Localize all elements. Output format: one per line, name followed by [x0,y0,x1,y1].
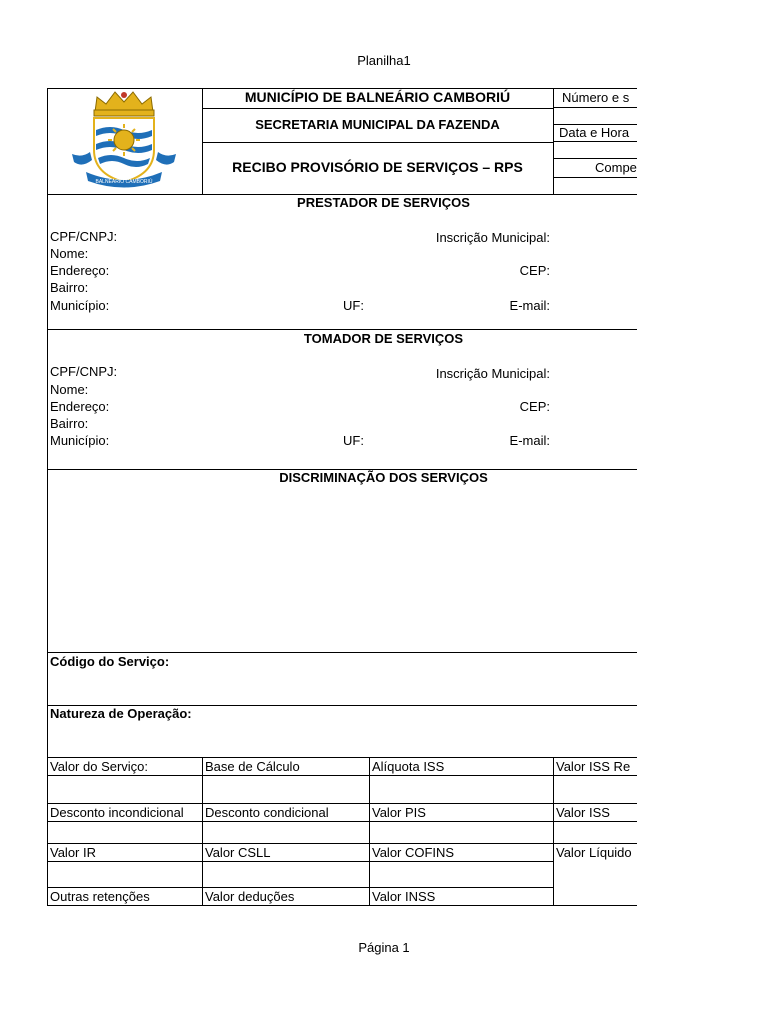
cofins-value-label: Valor COFINS [372,845,455,860]
taker-cep-label: CEP: [519,399,550,414]
provider-name-label: Nome: [50,246,89,261]
provider-neighborhood-label: Bairro: [50,280,89,295]
ir-value-label: Valor IR [50,845,96,860]
service-code-label: Código do Serviço: [50,654,170,669]
services-section-title: DISCRIMINAÇÃO DOS SERVIÇOS [279,470,488,485]
pis-value-label: Valor PIS [372,805,426,820]
municipality-title: MUNICÍPIO DE BALNEÁRIO CAMBORIÚ [244,89,511,105]
provider-uf-label: UF: [343,298,364,313]
document-title: RECIBO PROVISÓRIO DE SERVIÇOS – RPS [232,159,523,175]
page-header: Planilha1 [357,53,411,68]
net-value-label: Valor Líquido [556,845,632,860]
taker-uf-label: UF: [343,433,364,448]
deductions-value-label: Valor deduções [205,889,295,904]
taker-municipal-reg-label: Inscrição Municipal: [435,366,550,381]
number-label: Número e s [562,90,630,105]
logo-ribbon-text: BALNEÁRIO CAMBORIÚ [95,179,153,185]
iss-withheld-label: Valor ISS Re [556,759,631,774]
secretariat-title: SECRETARIA MUNICIPAL DA FAZENDA [255,117,500,132]
datetime-label: Data e Hora [559,125,630,140]
provider-email-label: E-mail: [509,298,550,313]
csll-value-label: Valor CSLL [205,845,271,860]
other-withholdings-label: Outras retenções [50,889,150,904]
calc-base-label: Base de Cálculo [205,759,300,774]
provider-address-label: Endereço: [50,263,110,278]
taker-section-title: TOMADOR DE SERVIÇOS [303,331,464,346]
page-footer: Página 1 [358,940,410,955]
service-value-label: Valor do Serviço: [50,759,149,774]
provider-cep-label: CEP: [519,263,550,278]
municipal-coat-of-arms-icon [68,88,180,190]
taker-neighborhood-label: Bairro: [50,416,89,431]
operation-nature-label: Natureza de Operação: [50,706,192,721]
iss-rate-label: Alíquota ISS [372,759,445,774]
provider-city-label: Município: [50,298,110,313]
provider-municipal-reg-label: Inscrição Municipal: [435,230,550,245]
unconditional-discount-label: Desconto incondicional [50,805,184,820]
taker-city-label: Município: [50,433,110,448]
competence-label: Compe [595,160,637,175]
taker-name-label: Nome: [50,382,89,397]
taker-cpf-label: CPF/CNPJ: [50,364,118,379]
provider-section-title: PRESTADOR DE SERVIÇOS [297,195,470,210]
conditional-discount-label: Desconto condicional [205,805,329,820]
inss-value-label: Valor INSS [372,889,436,904]
taker-email-label: E-mail: [509,433,550,448]
provider-cpf-label: CPF/CNPJ: [50,229,118,244]
iss-value-label: Valor ISS [556,805,610,820]
taker-address-label: Endereço: [50,399,110,414]
